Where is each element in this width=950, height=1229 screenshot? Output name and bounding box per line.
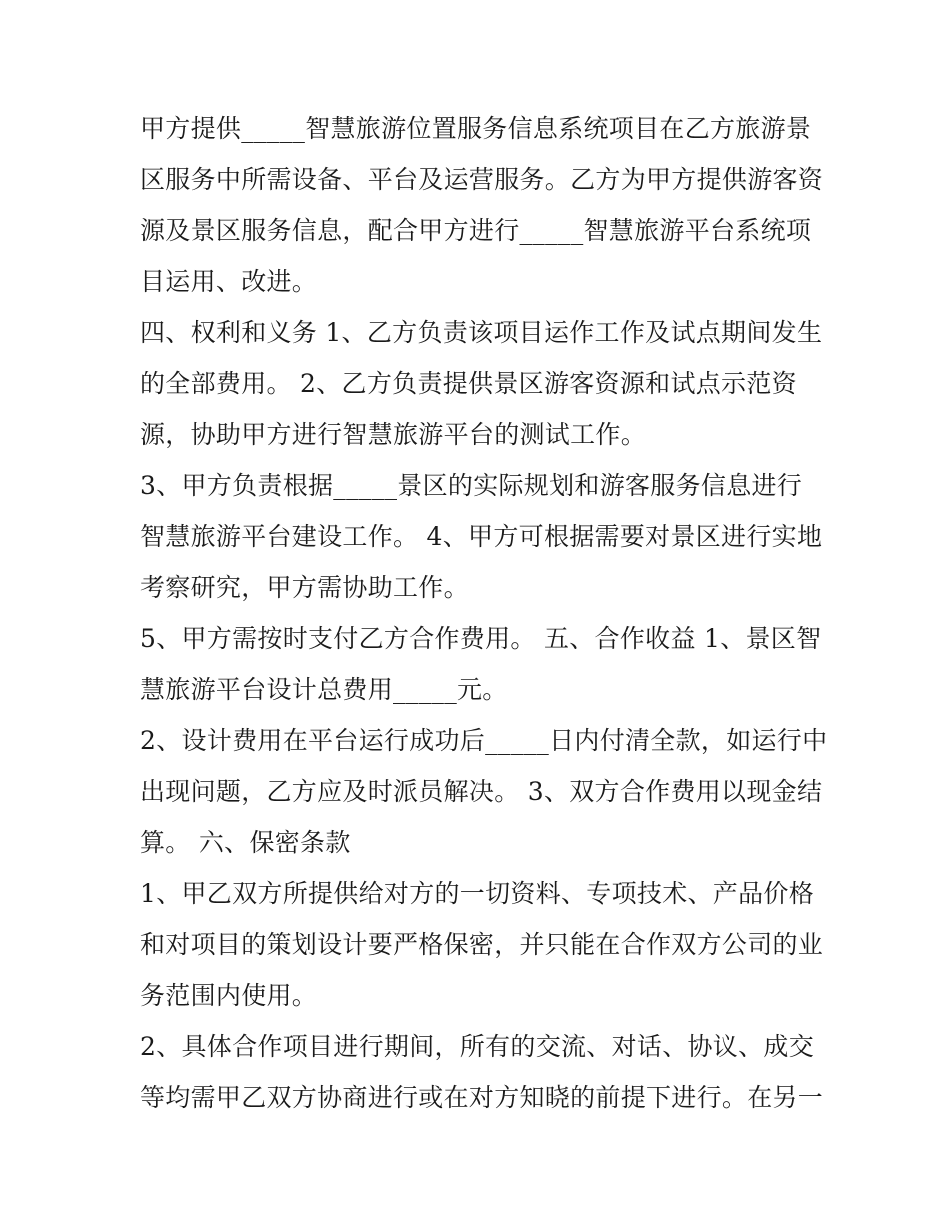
text-line: 2、具体合作项目进行期间，所有的交流、对话、协议、成交 <box>140 1032 815 1061</box>
text-line: 算。 六、保密条款 <box>140 828 351 857</box>
text-line: 慧旅游平台设计总费用_____元。 <box>140 675 508 704</box>
text-line: 2、设计费用在平台运行成功后_____日内付清全款，如运行中 <box>140 726 828 755</box>
text-line: 1、甲乙双方所提供给对方的一切资料、专项技术、产品价格 <box>140 879 815 908</box>
text-line: 的全部费用。 2、乙方负责提供景区游客资源和试点示范资 <box>140 369 797 398</box>
text-line: 甲方提供_____智慧旅游位置服务信息系统项目在乙方旅游景 <box>140 114 812 143</box>
text-line: 等均需甲乙双方协商进行或在对方知晓的前提下进行。在另一 <box>140 1083 824 1112</box>
text-line: 源，协助甲方进行智慧旅游平台的测试工作。 <box>140 420 647 449</box>
text-line: 目运用、改进。 <box>140 267 318 296</box>
text-line: 3、甲方负责根据_____景区的实际规划和游客服务信息进行 <box>140 471 803 500</box>
text-line: 考察研究，甲方需协助工作。 <box>140 573 469 602</box>
text-line: 和对项目的策划设计要严格保密，并只能在合作双方公司的业 <box>140 930 824 959</box>
text-line: 四、权利和义务 1、乙方负责该项目运作工作及试点期间发生 <box>140 318 823 347</box>
text-line: 5、甲方需按时支付乙方合作费用。 五、合作收益 1、景区智 <box>140 624 822 653</box>
text-line: 区服务中所需设备、平台及运营服务。乙方为甲方提供游客资 <box>140 165 824 194</box>
text-line: 务范围内使用。 <box>140 981 318 1010</box>
document-body <box>140 103 828 1123</box>
text-line: 智慧旅游平台建设工作。 4、甲方可根据需要对景区进行实地 <box>140 522 823 551</box>
text-line: 出现问题，乙方应及时派员解决。 3、双方合作费用以现金结 <box>140 777 823 806</box>
text-line: 源及景区服务信息，配合甲方进行_____智慧旅游平台系统项 <box>140 216 812 245</box>
